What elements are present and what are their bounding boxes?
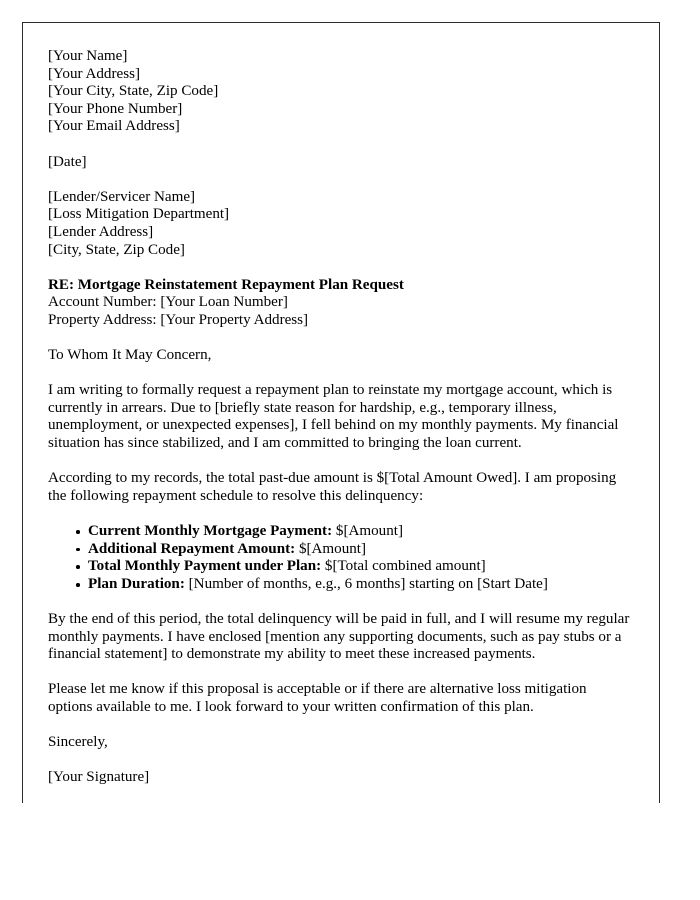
paragraph-closing-request: Please let me know if this proposal is acceptable or if there are alternative loss mitigation options available to me. I look forward to your written confirmation of this plan. — [48, 681, 587, 715]
bullet-icon — [76, 548, 80, 552]
sender-name: [Your Name] — [48, 48, 128, 64]
list-item — [48, 541, 634, 559]
closing-salutation: Sincerely, — [48, 734, 108, 751]
bullet-label: Current Monthly Mortgage Payment: — [88, 523, 333, 540]
letter-body — [48, 48, 634, 787]
bullet-icon — [76, 583, 80, 587]
sender-email: [Your Email Address] — [48, 118, 180, 135]
list-item — [48, 558, 634, 576]
paragraph-past-due: According to my records, the total past-due amount is $[Total Amount Owed]. I am proposing the following repayment schedule to resolve this delinquency: — [48, 470, 617, 504]
recipient-lender-name: [Lender/Servicer Name] — [48, 188, 196, 205]
subject-block — [48, 277, 634, 330]
spacer — [48, 717, 634, 735]
sender-street: [Your Address] — [48, 65, 140, 82]
spacer — [48, 593, 634, 611]
bullet-value: [Number of months, e.g., 6 months] starting on [Start Date] — [188, 575, 548, 592]
paragraph-payoff: By the end of this period, the total delinquency will be paid in full, and I will resume my regular monthly payments. I have enclosed [mention any supporting documents, such as pay stubs or a financial statement] to demonstrate my ability to meet these increased payments. — [48, 611, 630, 663]
bullet-label: Total Monthly Payment under Plan: — [88, 558, 322, 575]
bullet-value: $[Total combined amount] — [324, 558, 486, 575]
spacer — [48, 330, 634, 348]
recipient-address-block — [48, 189, 634, 259]
recipient-city-state-zip: [City, State, Zip Code] — [48, 241, 185, 258]
spacer — [48, 171, 634, 189]
list-item — [48, 576, 634, 594]
subject-line: RE: Mortgage Reinstatement Repayment Plan Request — [48, 276, 404, 293]
property-address-line: Property Address: [Your Property Address] — [48, 311, 309, 328]
signature-line: [Your Signature] — [48, 769, 150, 786]
paragraph-request: I am writing to formally request a repayment plan to reinstate my mortgage account, which is currently in arrears. Due to [briefly state reason for hardship, e.g., temporary illness, unemployment, or unexpected expenses], I fell behind on my monthly payments. My financial situation has since stabilized, and I am committed to bringing the loan current. — [48, 382, 619, 452]
repayment-schedule-list — [48, 523, 634, 593]
spacer — [48, 453, 634, 471]
spacer — [48, 365, 634, 383]
bullet-label: Plan Duration: — [88, 575, 185, 592]
bullet-label: Additional Repayment Amount: — [88, 540, 296, 557]
spacer — [48, 664, 634, 682]
account-number-line: Account Number: [Your Loan Number] — [48, 294, 288, 311]
bullet-value: $[Amount] — [298, 540, 367, 557]
spacer — [48, 259, 634, 277]
sender-phone: [Your Phone Number] — [48, 100, 183, 117]
sender-city-state-zip: [Your City, State, Zip Code] — [48, 83, 219, 100]
recipient-street: [Lender Address] — [48, 223, 154, 240]
salutation: To Whom It May Concern, — [48, 347, 212, 364]
sender-address-block — [48, 48, 634, 136]
bullet-value: $[Amount] — [335, 523, 403, 540]
bullet-icon — [76, 530, 80, 534]
date-line: [Date] — [48, 153, 87, 170]
spacer — [48, 505, 634, 523]
list-item — [48, 523, 634, 541]
spacer — [48, 752, 634, 770]
spacer — [48, 136, 634, 154]
recipient-department: [Loss Mitigation Department] — [48, 206, 230, 223]
bullet-icon — [76, 565, 80, 569]
